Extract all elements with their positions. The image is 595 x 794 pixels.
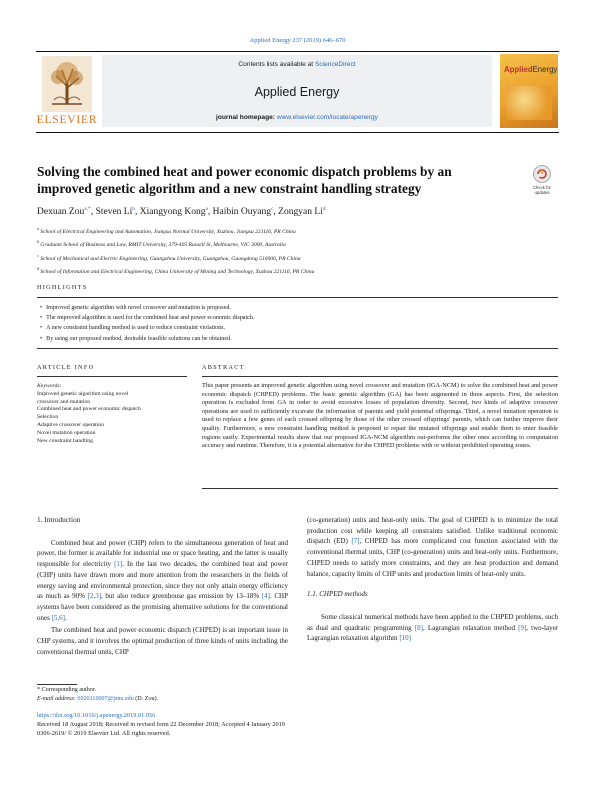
affiliation: $^c$ School of Mechanical and Electric Engineering, Guangzhou University, Guangzhou, Guangdong 510006, PR China — [37, 252, 301, 262]
footnotes — [37, 686, 158, 703]
contents-prefix: Contents lists available at — [238, 61, 315, 68]
keyword: Novel mutation operation — [37, 429, 96, 436]
received-dates: Received 18 August 2018; Received in revised form 22 December 2018; Accepted 4 January 2019 — [37, 720, 285, 728]
paragraph: Some classical numerical methods have been applied to the CHPED problems, such as dual and quadratic programming [8], Lagrangian relaxation method [9], two-layer Lagrangian relaxation algorithm [10] — [307, 612, 559, 643]
keyword: New constraint handling — [37, 437, 93, 444]
keyword: Selection — [37, 414, 59, 421]
citation-link[interactable]: [4] — [261, 592, 270, 601]
check-for-updates-label: Check for updates — [533, 185, 551, 195]
elsevier-tree-icon — [42, 56, 92, 112]
masthead-top-rule — [36, 51, 559, 52]
body-left-column — [37, 515, 288, 659]
keyword: Combined heat and power economic dispatch — [37, 406, 141, 413]
author[interactable]: Haibin Ouyang$^c$ — [212, 206, 274, 218]
citation-link[interactable]: [7] — [351, 537, 360, 546]
paper-title: Solving the combined heat and power economic dispatch problems by an improved genetic algorithm and a new constraint handling strategy — [37, 164, 452, 196]
cover-title — [504, 66, 557, 74]
paragraph: Combined heat and power (CHP) refers to the simultaneous generation of heat and power, the former is available for industrial use or space heating, and the latter is usually responsible for electricity [1]. In the last two decades, the combined heat and power (CHP) units have drawn more and more attention from the researchers in the fields of energy saving and environmental protection, since they not only attain energy efficiency as much as 90% [2,3], but also reduce greenhouse gas emission by 13–18% [4]. CHP systems have been considered as the promising alternative solutions for the conventional ones [5,6]. — [37, 538, 289, 622]
abstract-heading: ABSTRACT — [202, 364, 245, 371]
citation-link[interactable]: [10] — [399, 634, 411, 643]
author[interactable]: Xiangyong Kong$^a$ — [139, 206, 208, 218]
highlight-item: • A new constraint handling method is used to reduce constraint violations. — [40, 323, 254, 333]
citation-link[interactable]: [8] — [414, 623, 423, 632]
email-note: E-mail address: 6020110007@jsnu.edu (D. Zou). — [37, 695, 159, 702]
abstract-text: This paper presents an improved genetic algorithm using novel crossover and mutation (IGA-NCM) to solve the combined heat and power economic dispatch (CHPED) problems. The basic genetic algorithm (GA) has been augmented in three aspects. First, the selection operation is excluded from GA in order to avoid excessive losses of population diversity. Second, two kinds of adaptive crossover operations are used to sufficiently excavate the information of parents and yield potential offsprings. Third, a novel mutation operation is used to replace a few genes of each crossed offspring by those of the other crossed offsprings' parents, which can further improve their quality. Furthermore, a new constraint handling method is proposed to repair the mutated offsprings and enable them to enter feasible regions easily. Experimental results show that our proposed IGA-NCM algorithm out-performs the other ones according to computation accuracy and runtime. Therefore, it is a potential alternative for the CHPED problems with or without prohibited operating zones. — [202, 382, 558, 450]
homepage-line — [102, 114, 492, 121]
affiliation: $^d$ School of Information and Electrical Engineering, China University of Mining and Technology, Xuzhou 221116, PR China — [37, 266, 315, 276]
cover-title-b: Energy — [532, 65, 558, 74]
cover-title-a: Applied — [504, 65, 533, 74]
homepage-link[interactable]: www.elsevier.com/locate/apenergy — [276, 114, 378, 121]
check-for-updates-badge[interactable] — [529, 165, 555, 195]
info-rule-left — [37, 376, 187, 377]
affiliations — [37, 224, 314, 278]
cover-image — [506, 86, 552, 120]
contents-line — [102, 61, 492, 68]
footnote-rule — [37, 684, 77, 685]
homepage-prefix: journal homepage: — [216, 114, 277, 121]
subsection-heading: 1.1. CHPED methods — [307, 590, 368, 599]
citation-link[interactable]: [1] — [114, 560, 123, 569]
abstract-bottom-rule — [202, 488, 558, 489]
sciencedirect-link[interactable]: ScienceDirect — [314, 61, 356, 68]
keyword: Adaptive crossover operation — [37, 421, 104, 428]
author[interactable]: Zongyan Li$^d$ — [278, 206, 326, 218]
body-right-column — [307, 515, 558, 646]
elsevier-logo — [36, 54, 98, 128]
keywords-block — [37, 383, 187, 445]
highlight-item: • By using our proposed method, desirable feasible solutions can be obtained. — [40, 334, 254, 344]
affiliation: $^a$ School of Electrical Engineering and Automation, Jiangsu Normal University, Xuzhou, Jiangsu 221116, PR China — [37, 226, 296, 235]
paragraph: The combined heat and power economic dispatch (CHPED) is an important issue in CHP systems, and it involves the optimal production of three kinds of units including the conventional thermal units, CHP — [37, 626, 288, 656]
publisher-name: ELSEVIER — [36, 114, 98, 126]
keyword: crossover and mutation — [37, 398, 91, 405]
keyword: Improved genetic algorithm using novel — [37, 390, 129, 397]
highlights-top-rule — [37, 297, 558, 298]
citation-link[interactable]: [9] — [518, 623, 527, 632]
publication-info — [37, 712, 285, 738]
author-list: Dexuan Zou$^{a,*}$, Steven Li$^b$, Xiangyong Kong$^a$, Haibin Ouyang$^c$, Zongyan Li$^d$ — [37, 206, 326, 218]
journal-title: Applied Energy — [254, 85, 340, 99]
affiliation: $^b$ Graduate School of Business and Law, RMIT University, 379-405 Russell St, Melbourne, VIC 3000, Australia — [37, 239, 286, 249]
highlights-bottom-rule — [37, 348, 558, 349]
highlight-item: • The improved algorithm is used for the combined heat and power economic dispatch. — [40, 313, 254, 323]
info-rule-right — [202, 376, 558, 377]
journal-cover[interactable] — [500, 54, 558, 128]
citation-link[interactable]: [5,6] — [51, 613, 66, 622]
citation-link[interactable]: [2,3] — [87, 592, 102, 601]
highlight-item: • Improved genetic algorithm with novel crossover and mutation is proposed. — [40, 303, 254, 313]
masthead-bottom-rule — [36, 132, 559, 133]
email-link[interactable]: 6020110007@jsnu.edu — [77, 695, 134, 702]
article-info-heading: ARTICLE INFO — [37, 364, 95, 371]
highlights-heading: HIGHLIGHTS — [37, 284, 88, 291]
section-heading: 1. Introduction — [37, 515, 81, 524]
author[interactable]: Dexuan Zou$^{a,*}$ — [37, 206, 91, 218]
keywords-title: Keywords: — [37, 383, 62, 389]
author[interactable]: Steven Li$^b$ — [95, 206, 135, 218]
doi-link[interactable]: https://doi.org/10.1016/j.apenergy.2019.01.056 — [37, 712, 156, 719]
masthead-panel — [102, 55, 492, 127]
copyright-line: 0306-2619/ © 2019 Elsevier Ltd. All rights reserved. — [37, 729, 171, 737]
corresponding-note: * Corresponding author. — [37, 687, 97, 693]
paragraph: (co-generation) units and heat-only units. The goal of CHPED is to minimize the total production cost while keeping all constraints satisfied. Unlike traditional economic dispatch (ED) [7], CHPED has more complicated cost function associated with the conventional thermal units, CHP (co-generation) units and heat-only units. Furthermore, CHPED needs to satisfy more constraints, and they are heat production and demand balance, capacity limits of CHP units and production limits of heat-only units. — [307, 516, 558, 578]
refresh-icon — [533, 165, 551, 183]
running-head[interactable]: Applied Energy 237 (2019) 646–670 — [249, 37, 346, 44]
highlights-list — [40, 303, 254, 344]
